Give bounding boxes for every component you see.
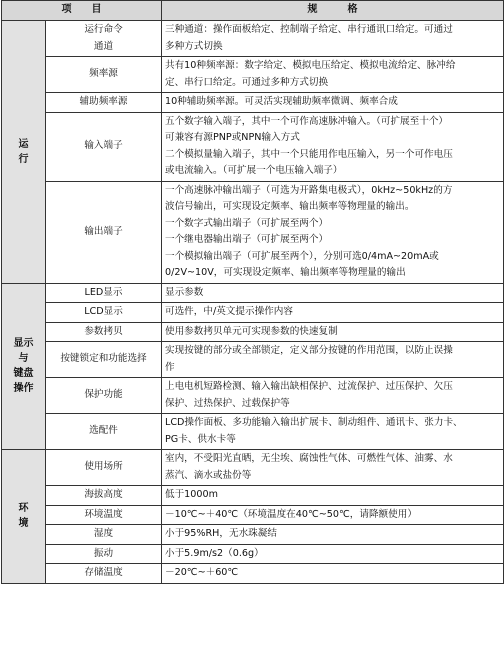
item-cell xyxy=(46,93,162,113)
item-label: 频率源 xyxy=(89,68,118,80)
item-cell xyxy=(46,378,162,414)
item-label: 环境温度 xyxy=(84,508,123,520)
item-label: 参数拷贝 xyxy=(84,325,123,337)
category-label: 键盘 xyxy=(13,368,34,380)
spec-line: 使用参数拷贝单元可实现参数的快速复制 xyxy=(165,325,338,337)
spec-line: 室内，不受阳光直晒，无尘埃、腐蚀性气体、可燃性气体、油雾、水 xyxy=(165,453,453,464)
spec-table xyxy=(1,0,504,584)
item-label: 湿度 xyxy=(93,528,114,539)
spec-line: 一个高速脉冲输出端子（可选为开路集电极式），0kHz~50kHz的方 xyxy=(165,184,453,196)
spec-cell xyxy=(162,564,504,584)
spec-cell xyxy=(162,93,504,113)
spec-line: 多种方式切换 xyxy=(165,40,223,52)
table-row xyxy=(2,303,504,323)
item-cell xyxy=(46,283,162,303)
spec-line: 可兼容有源PNP或NPN输入方式 xyxy=(165,132,300,143)
header-spec: 规 格 xyxy=(162,1,504,21)
spec-line: PG卡、供水卡等 xyxy=(165,433,236,445)
table-row xyxy=(2,564,504,584)
category-cell xyxy=(2,283,46,450)
spec-line: 共有10种频率源：数字给定、模拟电压给定、模拟电流给定、脉冲给 xyxy=(165,60,456,71)
spec-line: 或电流输入。（可扩展一个电压输入端子） xyxy=(165,165,343,176)
category-label: 显示 xyxy=(13,338,34,350)
spec-line: LCD操作面板、多功能输入输出扩展卡、制动组件、通讯卡、张力卡、 xyxy=(165,417,463,428)
category-label: 环 xyxy=(18,503,29,515)
item-label: 通道 xyxy=(93,40,114,52)
spec-line: 定、串行口给定。可通过多种方式切换 xyxy=(165,76,329,88)
spec-line: 上电电机短路检测、输入输出缺相保护、过流保护、过压保护、欠压 xyxy=(165,381,453,392)
item-cell xyxy=(46,322,162,342)
spec-cell xyxy=(162,57,504,93)
spec-line: －20℃~＋60℃ xyxy=(165,567,239,578)
spec-cell xyxy=(162,450,504,486)
spec-line: 波信号输出，可实现设定频率、输出频率等物理量的输出。 xyxy=(165,201,415,212)
table-row xyxy=(2,21,504,57)
table-row xyxy=(2,486,504,506)
item-label: LED显示 xyxy=(84,286,123,298)
spec-cell xyxy=(162,181,504,283)
table-header-row xyxy=(2,1,504,21)
spec-line: 小于5.9m/s2（0.6g） xyxy=(165,547,264,559)
item-cell xyxy=(46,181,162,283)
item-label: 输出端子 xyxy=(84,225,123,237)
item-cell xyxy=(46,544,162,564)
item-cell xyxy=(46,57,162,93)
spec-line: 五个数字输入端子，其中一个可作高速脉冲输入。（可扩展至十个） xyxy=(165,115,449,127)
table-row xyxy=(2,181,504,283)
spec-line: 实现按键的部分或全部锁定，定义部分按键的作用范围，以防止误操 xyxy=(165,345,453,356)
spec-line: 0/2V~10V，可实现设定频率、输出频率等物理量的输出 xyxy=(165,267,406,278)
item-label: 输入端子 xyxy=(84,140,123,152)
category-label: 行 xyxy=(18,153,29,165)
category-cell xyxy=(2,450,46,584)
category-label: 运 xyxy=(18,138,29,150)
category-label: 境 xyxy=(18,518,29,530)
item-label: 辅助频率源 xyxy=(79,96,128,107)
table-row xyxy=(2,283,504,303)
spec-line: 作 xyxy=(165,361,175,373)
table-row xyxy=(2,378,504,414)
spec-cell xyxy=(162,112,504,181)
table-row xyxy=(2,342,504,378)
category-cell xyxy=(2,21,46,284)
spec-cell xyxy=(162,525,504,545)
spec-line: 小于95%RH，无水珠凝结 xyxy=(165,528,277,539)
spec-line: 低于1000m xyxy=(165,489,218,500)
spec-cell xyxy=(162,303,504,323)
spec-line: 可选件，中/英文提示操作内容 xyxy=(165,306,293,317)
item-cell xyxy=(46,525,162,545)
item-cell xyxy=(46,21,162,57)
spec-line: 一个数字式输出端子（可扩展至两个） xyxy=(165,217,329,229)
spec-line: 一个继电器输出端子（可扩展至两个） xyxy=(165,234,329,245)
item-cell xyxy=(46,486,162,506)
spec-cell xyxy=(162,414,504,450)
item-label: 保护功能 xyxy=(84,389,123,401)
table-row xyxy=(2,112,504,181)
table-row xyxy=(2,57,504,93)
spec-line: 一个模拟输出端子（可扩展至两个），分别可选0/4mA~20mA或 xyxy=(165,250,439,262)
item-label: 存储温度 xyxy=(84,567,123,578)
spec-cell xyxy=(162,21,504,57)
item-label: 运行命令 xyxy=(84,24,123,35)
table-body xyxy=(2,21,504,584)
table-row xyxy=(2,450,504,486)
item-cell xyxy=(46,112,162,181)
table-row xyxy=(2,505,504,525)
spec-cell xyxy=(162,283,504,303)
spec-line: 三种通道：操作面板给定、控制端子给定、串行通讯口给定。可通过 xyxy=(165,24,453,35)
item-cell xyxy=(46,414,162,450)
item-cell xyxy=(46,564,162,584)
category-label: 与 xyxy=(18,353,29,365)
item-label: 海拔高度 xyxy=(84,489,123,500)
item-cell xyxy=(46,505,162,525)
item-cell xyxy=(46,303,162,323)
table-row xyxy=(2,544,504,564)
category-label: 操作 xyxy=(13,383,34,395)
spec-line: 10种辅助频率源。可灵活实现辅助频率微调、频率合成 xyxy=(165,96,398,107)
header-item: 项 目 xyxy=(2,1,162,21)
spec-line: 保护、过热保护、过载保护等 xyxy=(165,397,290,409)
spec-line: 蒸汽、滴水或盐份等 xyxy=(165,469,252,481)
item-cell xyxy=(46,450,162,486)
item-label: 使用场所 xyxy=(84,461,123,473)
item-label: 选配件 xyxy=(89,425,118,437)
table-row xyxy=(2,322,504,342)
spec-cell xyxy=(162,486,504,506)
spec-cell xyxy=(162,544,504,564)
spec-line: 显示参数 xyxy=(165,286,204,298)
table-row xyxy=(2,525,504,545)
table-row xyxy=(2,414,504,450)
table-row xyxy=(2,93,504,113)
item-label: 按键锁定和功能选择 xyxy=(60,353,147,365)
item-label: 振动 xyxy=(93,547,114,559)
spec-cell xyxy=(162,378,504,414)
spec-line: 二个模拟量输入端子，其中一个只能用作电压输入，另一个可作电压 xyxy=(165,148,453,160)
item-label: LCD显示 xyxy=(84,306,123,317)
spec-cell xyxy=(162,342,504,378)
spec-cell xyxy=(162,505,504,525)
spec-cell xyxy=(162,322,504,342)
item-cell xyxy=(46,342,162,378)
spec-line: －10℃~＋40℃（环境温度在40℃~50℃，请降额使用） xyxy=(165,508,417,520)
